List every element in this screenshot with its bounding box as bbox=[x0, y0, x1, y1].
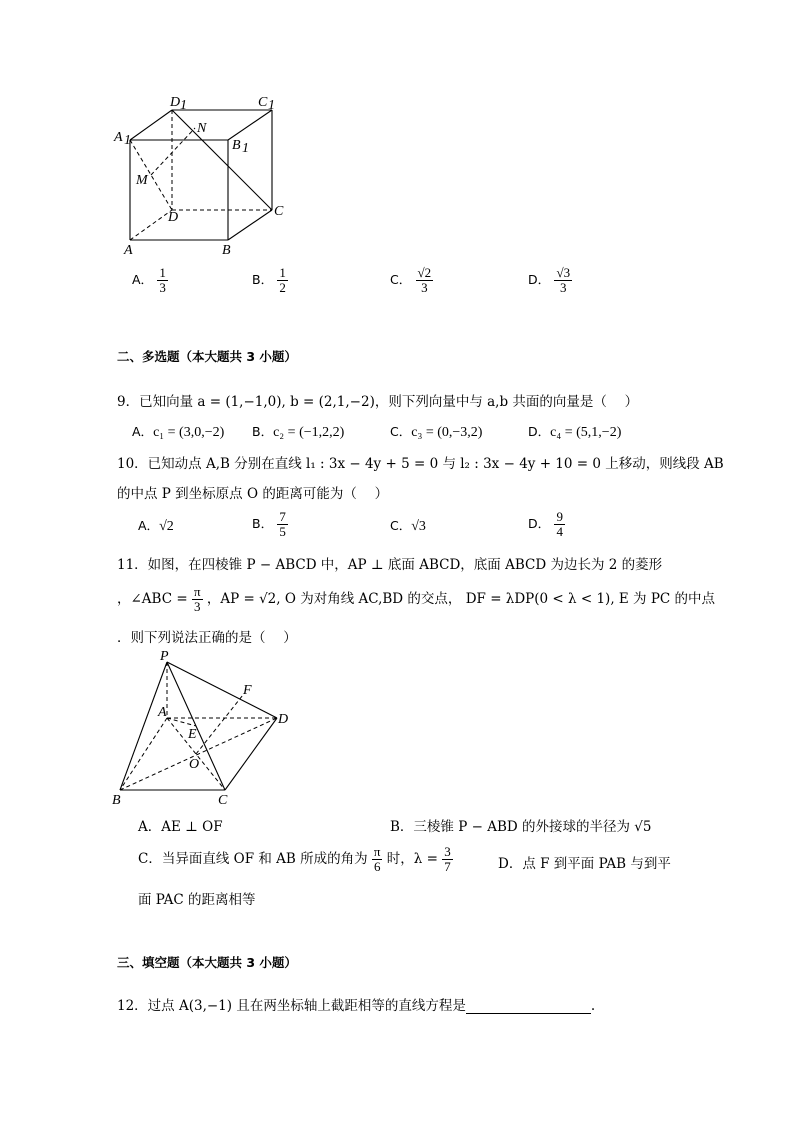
label-A1-sub: 1 bbox=[124, 133, 131, 148]
q11-option-c[interactable]: C．当异面直线 OF 和 AB 所成的角为 $\frac{\pi}{6}$ 时，λ = $\frac{3}{7}$ bbox=[138, 844, 451, 874]
q9-option-c[interactable]: C．c₃ = (0,−3,2) bbox=[390, 424, 483, 440]
q9-option-d[interactable]: D．c₄ = (5,1,−2) bbox=[528, 424, 622, 440]
label-B1: B bbox=[232, 138, 241, 153]
label-B1-sub: 1 bbox=[242, 141, 249, 156]
q11-option-d-cont: 面 PAC 的距离相等 bbox=[138, 892, 256, 908]
label-A1: A bbox=[114, 130, 123, 145]
pyramid-figure bbox=[110, 650, 310, 810]
label-C1: C bbox=[258, 95, 268, 110]
label-D: D bbox=[168, 210, 179, 225]
q12-stem: 12．过点 A(3,−1) 且在两坐标轴上截距相等的直线方程是 . bbox=[117, 998, 596, 1014]
section-title-fill-in: 三、填空题（本大题共 3 小题） bbox=[117, 955, 297, 970]
label-E: E bbox=[188, 727, 197, 742]
label-D: D bbox=[278, 712, 289, 727]
label-C: C bbox=[218, 793, 228, 808]
label-B: B bbox=[112, 793, 121, 808]
label-O: O bbox=[189, 757, 200, 772]
label-D1-sub: 1 bbox=[180, 98, 187, 113]
q11-option-d[interactable]: D．点 F 到平面 PAB 与到平 bbox=[498, 856, 671, 872]
q8-option-a[interactable]: A． $\frac{1}{3}$ bbox=[132, 265, 166, 295]
label-C: C bbox=[274, 204, 284, 219]
q10-stem-line1: 10．已知动点 A,B 分别在直线 l₁ : 3x − 4y + 5 = 0 与 l₂ : 3x − 4y + 10 = 0 上移动，则线段 AB bbox=[117, 456, 724, 472]
q11-stem-line2: ，∠ABC = $\frac{\pi}{3}$ ，AP = √2, O 为对角线 AC,BD 的交点， DF = λDP(0 < λ < 1), E 为 PC 的中点 bbox=[117, 584, 716, 614]
label-A: A bbox=[124, 243, 133, 258]
q8-option-c[interactable]: C． $\frac{√2}{3}$ bbox=[390, 265, 432, 295]
q10-option-c[interactable]: C．√3 bbox=[390, 518, 426, 534]
label-F: F bbox=[243, 683, 252, 698]
q10-option-b[interactable]: B． $\frac{7}{5}$ bbox=[252, 509, 286, 539]
label-B: B bbox=[222, 243, 231, 258]
q11-option-b[interactable]: B．三棱锥 P − ABD 的外接球的半径为 √5 bbox=[390, 819, 652, 835]
q10-stem-line2: 的中点 P 到坐标原点 O 的距离可能为（ ） bbox=[117, 486, 389, 502]
q9-stem: 9．已知向量 a = (1,−1,0), b = (2,1,−2)，则下列向量中与 a,b 共面的向量是（ ） bbox=[117, 394, 639, 410]
q10-option-d[interactable]: D． $\frac{9}{4}$ bbox=[528, 509, 563, 539]
q8-option-d[interactable]: D． $\frac{√3}{3}$ bbox=[528, 265, 571, 295]
label-C1-sub: 1 bbox=[268, 98, 275, 113]
q10-option-a[interactable]: A．√2 bbox=[138, 518, 174, 534]
label-M: M bbox=[136, 173, 148, 188]
label-N: N bbox=[197, 121, 207, 136]
label-A: A bbox=[158, 705, 167, 720]
label-P: P bbox=[160, 650, 169, 664]
cube-figure bbox=[110, 90, 300, 260]
q11-stem-line3: ．则下列说法正确的是（ ） bbox=[117, 630, 297, 646]
q9-option-b[interactable]: B．c₂ = (−1,2,2) bbox=[252, 424, 345, 440]
label-D1: D bbox=[170, 95, 181, 110]
answer-blank[interactable] bbox=[466, 999, 591, 1014]
q8-option-b[interactable]: B． $\frac{1}{2}$ bbox=[252, 265, 286, 295]
q11-option-a[interactable]: A．AE ⊥ OF bbox=[138, 819, 223, 835]
section-title-multi-choice: 二、多选题（本大题共 3 小题） bbox=[117, 349, 297, 364]
q9-option-a[interactable]: A．c₁ = (3,0,−2) bbox=[132, 424, 225, 440]
q11-stem-line1: 11．如图，在四棱锥 P − ABCD 中，AP ⊥ 底面 ABCD，底面 ABCD 为边长为 2 的菱形 bbox=[117, 557, 663, 573]
